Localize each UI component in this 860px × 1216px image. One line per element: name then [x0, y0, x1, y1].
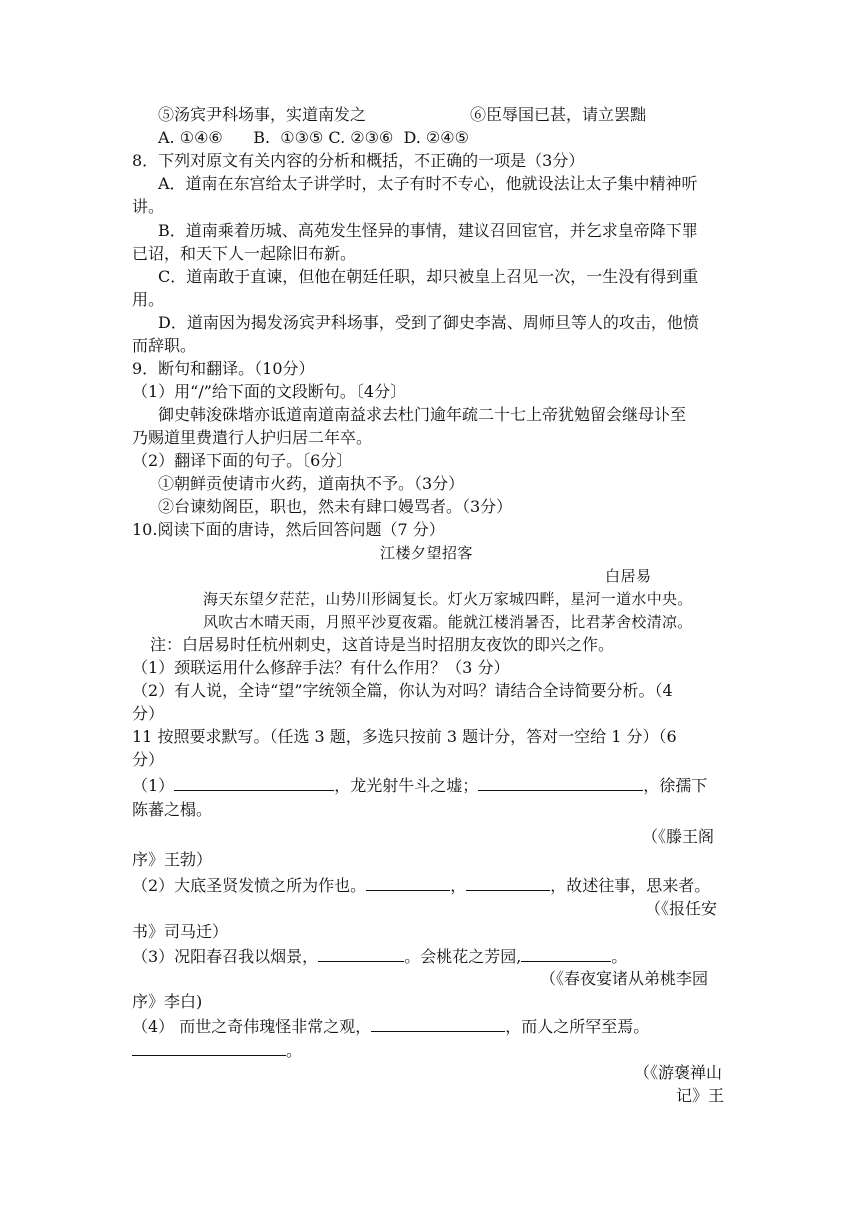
- q11-item-1: [132, 774, 707, 797]
- q8-option-c: C．道南敢于直谏，但他在朝廷任职，却只被皇上召见一次，一生没有得到重: [158, 267, 699, 286]
- poem-title: 江楼夕望招客: [380, 544, 474, 562]
- q8-option-b-cont: 已诏，和天下人一起除旧布新。: [132, 244, 357, 263]
- q11-item-3-source-cont: 序》李白): [132, 992, 203, 1011]
- q9-sentence-1: ①朝鲜贡使请市火药，道南执不予。（3分）: [158, 474, 465, 493]
- q8-option-d-cont: 而辞职。: [132, 336, 197, 355]
- q8-option-a-cont: 讲。: [132, 197, 165, 216]
- q10-stem: 10.阅读下面的唐诗，然后回答问题（7 分）: [132, 520, 445, 539]
- q11-item-1-prefix: （1）: [132, 776, 175, 795]
- q11-item-4-suffix: ，而人之所罕至焉。: [505, 1017, 650, 1036]
- q11-item-4-end: 。: [286, 1041, 303, 1060]
- q10-part-1: （1）颈联运用什么修辞手法？有什么作用？（3 分）: [132, 658, 510, 677]
- q11-item-3-suffix: 。: [611, 947, 628, 966]
- q11-item-1-middle: ，龙光射牛斗之墟；: [334, 776, 479, 795]
- q11-stem: 11 按照要求默写。（任选 3 题，多选只按前 3 题计分，答对一空给 1 分）（6: [132, 727, 677, 746]
- q11-item-2-source: （《报任安: [645, 899, 718, 918]
- q8-option-a: A．道南在东宫给太子讲学时，太子有时不专心，他就设法让太子集中精神听: [158, 174, 698, 193]
- q8-stem: 8．下列对原文有关内容的分析和概括，不正确的一项是（3分）: [132, 151, 585, 170]
- q9-stem: 9．断句和翻译。（10分）: [132, 359, 315, 378]
- fill-blank[interactable]: [478, 774, 643, 791]
- q9-part-2: （2）翻译下面的句子。〔6分〕: [132, 451, 353, 470]
- q7-choices: A. ①④⑥ B. ①③⑤ C. ②③⑥ D. ②④⑤: [158, 128, 469, 147]
- q11-item-3-middle: 。会桃花之芳园,: [404, 947, 522, 966]
- q10-part-2-cont: 分）: [132, 704, 165, 723]
- q9-passage-line-1: 御史韩浚硃堦亦诋道南道南益求去杜门逾年疏二十七上帝犹勉留会继母讣至: [158, 405, 687, 424]
- q11-item-3-source: （《春夜宴诸从弟桃李园: [540, 969, 709, 988]
- q9-passage-line-2: 乃赐道里费遣行人护归居二年卒。: [132, 428, 373, 447]
- q11-stem-cont: 分）: [132, 750, 165, 769]
- q8-option-d: D．道南因为揭发汤宾尹科场事，受到了御史李嵩、周师旦等人的攻击，他愤: [158, 313, 699, 332]
- q11-item-2-source-cont: 书》司马迁）: [132, 922, 229, 941]
- q11-item-1-suffix: ，徐孺下: [643, 776, 708, 795]
- fill-blank[interactable]: [521, 945, 611, 962]
- q11-item-1-source-cont: 序》王勃）: [132, 850, 213, 869]
- fill-blank[interactable]: [466, 874, 550, 891]
- q9-part-1: （1）用“/”给下面的文段断句。〔4分〕: [132, 382, 407, 401]
- q11-item-4-source-cont: 记》王: [676, 1086, 725, 1105]
- q11-item-4-source: （《游褒禅山: [634, 1063, 723, 1082]
- fill-blank[interactable]: [371, 1015, 505, 1032]
- q11-item-2-prefix: （2）大底圣贤发愤之所为作也。: [132, 876, 367, 895]
- q7-option-6: ⑥臣辱国已甚，请立罢黜: [470, 105, 647, 124]
- q11-item-1-cont: 陈蕃之榻。: [132, 800, 213, 819]
- poem-author: 白居易: [605, 567, 652, 585]
- q8-option-c-cont: 用。: [132, 290, 165, 309]
- q11-item-2-separator: ，: [450, 876, 467, 895]
- q9-sentence-2: ②台谏劾阁臣，职也，然未有肆口嫚骂者。（3分）: [158, 497, 513, 516]
- q10-part-2: （2）有人说，全诗“望”字统领全篇，你认为对吗？请结合全诗简要分析。（4: [132, 681, 673, 700]
- q11-item-4-cont: [132, 1039, 302, 1062]
- q11-item-4-prefix: （4） 而世之奇伟瑰怪非常之观，: [132, 1017, 372, 1036]
- q11-item-3-prefix: （3）况阳春召我以烟景，: [132, 947, 319, 966]
- q7-option-5: ⑤汤宾尹科场事，实道南发之: [158, 105, 367, 124]
- q8-option-b: B．道南乘着历城、高苑发生怪异的事情，建议召回宦官，并乞求皇帝降下罪: [158, 221, 698, 240]
- poem-line-1: 海天东望夕茫茫，山势川形阔复长。灯火万家城四畔，星河一道水中央。: [203, 590, 693, 608]
- q11-item-2-suffix: ，故述往事，思来者。: [550, 876, 711, 895]
- poem-line-2: 风吹古木晴天雨，月照平沙夏夜霜。能就江楼消暑否，比君茅舍校清凉。: [203, 613, 693, 631]
- q11-item-4: [132, 1015, 649, 1038]
- fill-blank[interactable]: [174, 774, 334, 791]
- fill-blank[interactable]: [318, 945, 404, 962]
- fill-blank[interactable]: [366, 874, 450, 891]
- q11-item-3: [132, 945, 627, 968]
- fill-blank[interactable]: [132, 1039, 286, 1056]
- q11-item-2: [132, 874, 710, 897]
- q11-item-1-source: （《滕王阁: [642, 827, 715, 846]
- poem-note: 注：白居易时任杭州刺史，这首诗是当时招朋友夜饮的即兴之作。: [150, 635, 615, 654]
